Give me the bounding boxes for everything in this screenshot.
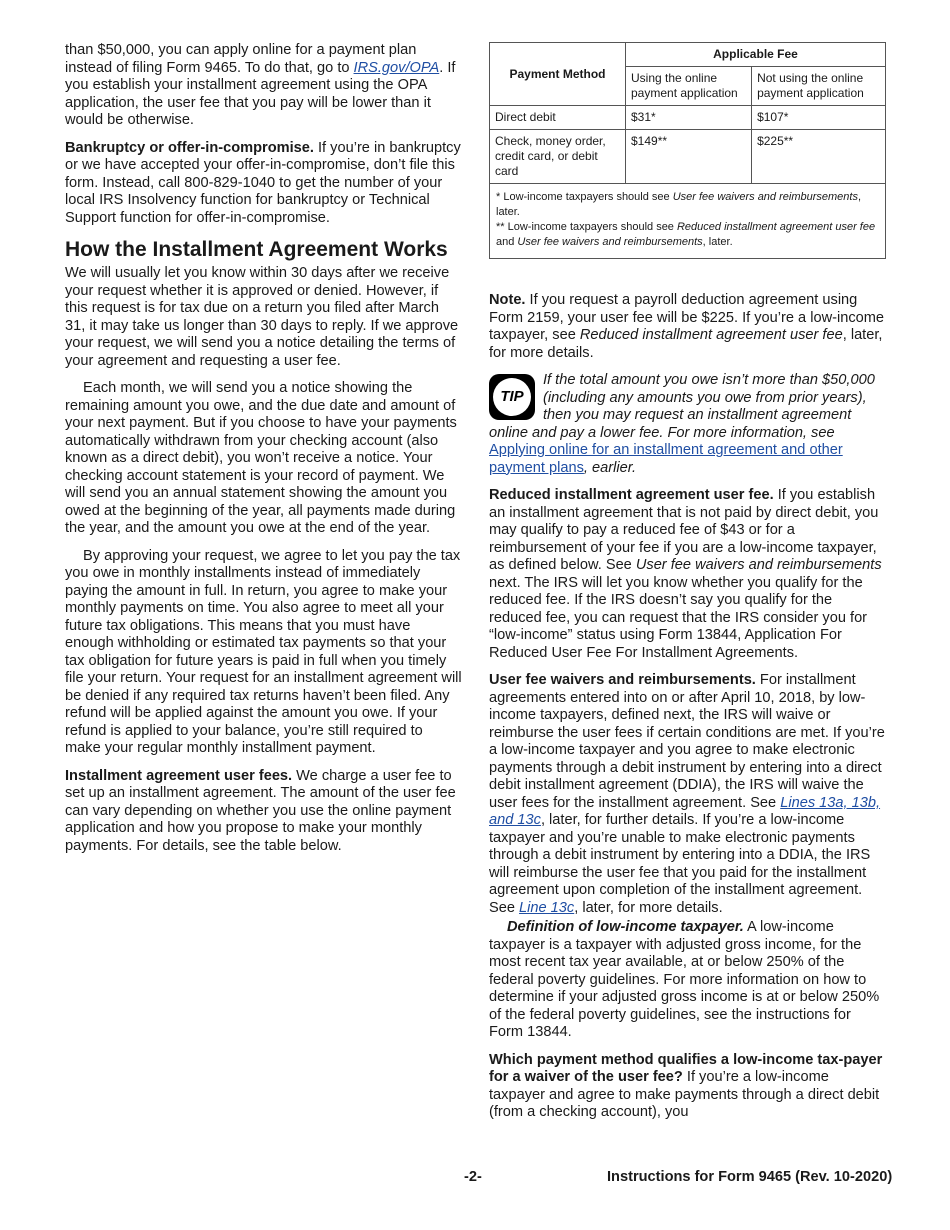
table-row [490,130,886,184]
paragraph-works-2: Each month, we will send you a notice showing the remaining amount you owe, and the due date and amount of your next payment. But if you choose to have your payments automatically withdrawn from your checking account (also known as a direct debit), you won’t receive a notice. Your checking account statement is your record of payment. We will send you an annual statement showing the amount you owed at the beginning of the year, all payments made during the year, and the amount you owe at the end of the year. [65,380,457,536]
bankruptcy-heading: Bankruptcy or offer-in-compromise. [65,139,314,156]
table-row [490,106,886,130]
page-number: -2- [464,1169,482,1185]
paragraph-works-1: We will usually let you know within 30 days after we receive your request whether it is approved or denied. However, if this request is for tax due on a return you filed after March 31, it may take us longer than 30 days to reply. If we approve your request, we will send you a notice detailing the terms of your agreement and requesting a user fee. [65,265,459,369]
paragraph-which-method: Which payment method qualifies a low-income tax-payer for a waiver of the user fee? If you’re a low-income taxpayer and agree to make payments through a direct debit (from a checking account), you [489,1051,883,1120]
line-13c-link[interactable]: Line 13c [519,899,575,916]
note-double-asterisk: ** Low-income taxpayers should see Reduced installment agreement user fee and User fee waivers and reimbursements, later. [496,221,876,248]
header-payment-method: Payment Method [490,43,626,106]
left-column [65,42,462,865]
paragraph-note: Note. If you request a payroll deduction agreement using Form 2159, your user fee will be $225. If you’re a low-income taxpayer, see Reduced installment agreement user fee, later, for more details. [489,292,885,361]
lines-13-link[interactable]: Lines 13a, 13b, and 13c [489,794,881,828]
user-fees-heading: Installment agreement user fees. [65,767,293,784]
note-heading: Note. [489,292,526,308]
form-title-footer: Instructions for Form 9465 (Rev. 10-2020) [607,1169,893,1185]
definition-heading: Definition of low-income taxpayer. [507,919,744,935]
reduced-fee-heading: Reduced installment agreement user fee. [489,487,774,503]
tip-block: TIP If the total amount you owe isn’t more than $50,000 (including any amounts you owe from prior years), then you may request an installment agreement online and pay a lower fee. For more information, see Applying online for an installment agreement and other payment plans, earlier. [489,372,875,476]
subheader-not-online: Not using the online payment application [752,67,886,106]
right-column [489,42,885,1132]
which-method-heading: Which payment method qualifies a low-income tax-payer for a waiver of the user fee? [489,1051,883,1085]
paragraph-definition: Definition of low-income taxpayer. A low-income taxpayer is a taxpayer with adjusted gross income, for the most recent tax year available, at or below 250% of the federal poverty guidelines. For more information on how to determine if your adjusted gross income is at or below 250% of the federal poverty guidelines, see the instructions for Form 13844. [489,919,880,1040]
paragraph-waivers: User fee waivers and reimbursements. For installment agreements entered into on or after April 10, 2018, by low-income taxpayers, defined next, the IRS will waive or reimburse the user fees if certain conditions are met. If you’re a low-income taxpayer and you agree to make electronic payments through a debit instrument by entering into a direct debit installment agreement (DDIA), the IRS will waive the user fees for the installment agreement. See Lines 13a, 13b, and 13c, later, for further details. If you’re a low-income taxpayer and you’re unable to make electronic payments through a debit instrument by entering into a DDIA, the IRS will reimburse the user fee that you paid for the installment agreement upon completion of the installment agreement. See Line 13c, later, for more details. [489,672,885,916]
paragraph-bankruptcy: Bankruptcy or offer-in-compromise. If you’re in bankruptcy or we have accepted your offer-in-compromise, don’t file this form. Instead, call 800-829-1040 to get the number of your local IRS Insolvency function for bankruptcy or Technical Support function for offer-in-compromise. [65,139,461,226]
paragraph-opa: than $50,000, you can apply online for a payment plan instead of filing Form 9465. To do that, go to IRS.gov/OPA. If you establish your installment agreement using the OPA application, the user fee that you pay will be lower than it would be otherwise. [65,42,456,128]
header-applicable-fee: Applicable Fee [626,43,886,67]
fee-table [489,42,886,259]
section-heading: How the Installment Agreement Works [65,238,448,261]
waivers-heading: User fee waivers and reimbursements. [489,672,756,688]
paragraph-reduced-fee: Reduced installment agreement user fee. If you establish an installment agreement that is not paid by direct debit, you may qualify to pay a reduced fee of $43 or for a reimbursement of your fee if you are a low-income taxpayer, as defined below. See User fee waivers and reimbursements next. The IRS will let you know whether you qualify for the reduced fee. If the IRS doesn’t say you qualify for the reduced fee, you can request that the IRS consider you for “low-income” status using Form 13844, Application For Reduced User Fee For Installment Agreements. [489,487,882,661]
not-online-fee-cell: $225** [752,130,886,184]
note-single-asterisk: * Low-income taxpayers should see User fee waivers and reimbursements, later. [496,191,862,218]
subheader-online: Using the online payment application [626,67,752,106]
irs-opa-link[interactable]: IRS.gov/OPA [353,59,440,76]
applying-online-link[interactable]: Applying online for an installment agreement and other payment plans [489,442,843,476]
online-fee-cell: $149** [626,130,752,184]
not-online-fee-cell: $107* [752,106,886,130]
paragraph-user-fees: Installment agreement user fees. We charge a user fee to set up an installment agreement. The amount of the user fee can vary depending on whether you use the online payment application and how you propose to make your monthly payments. For details, see the table below. [65,767,456,854]
paragraph-works-3: By approving your request, we agree to let you pay the tax you owe in monthly installments instead of immediately paying the amount in full. In return, you agree to make your monthly payments on time. You also agree to meet all your future tax obligations. This means that you must have enough withholding or estimated tax payments so that your tax obligation for future years is paid in full when you timely file your return. Your request for an installment agreement will be denied if any required tax returns haven’t been filed. Any refund will be applied against the amount you owe. If your refund is applied to your balance, you’re still required to make your regular monthly installment payment. [65,547,462,756]
method-cell: Direct debit [490,106,626,130]
table-notes [490,184,886,259]
method-cell: Check, money order, credit card, or debit card [490,130,626,184]
online-fee-cell: $31* [626,106,752,130]
tip-icon: TIP [489,374,535,420]
